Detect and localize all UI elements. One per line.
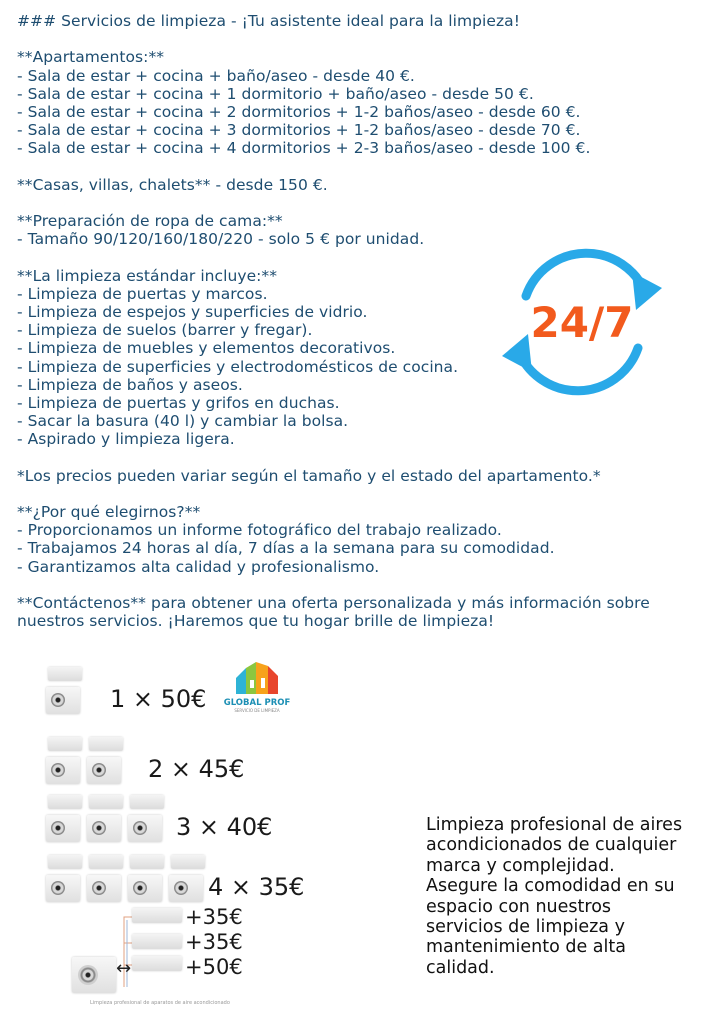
text-line: **Preparación de ropa de cama:** — [17, 212, 283, 231]
combo-diagram — [70, 905, 270, 1005]
text-line: - Sala de estar + cocina + 1 dormitorio + baño/aseo - desde 50 €. — [17, 84, 534, 103]
ac-price-1: 1 × 50€ — [110, 685, 207, 713]
text-line: **Apartamentos:** — [17, 48, 165, 67]
combo-price-1: +35€ — [185, 905, 243, 929]
outdoor-unit-icon — [128, 875, 162, 902]
logo-subtitle: SERVICIO DE LIMPIEZA — [234, 708, 280, 713]
text-line: - Aspirado y limpieza ligera. — [17, 430, 235, 449]
text-line: - Trabajamos 24 horas al día, 7 días a la semana para su comodidad. — [17, 539, 555, 558]
ac-price-3: 3 × 40€ — [176, 813, 273, 841]
badge-text: 24/7 — [530, 298, 634, 347]
indoor-unit-icon — [130, 795, 164, 809]
indoor-unit-icon — [130, 855, 164, 869]
outdoor-unit-icon — [128, 815, 162, 842]
outdoor-unit-icon — [46, 815, 80, 842]
text-line: **¿Por qué elegirnos?** — [17, 503, 201, 522]
combo-price-2: +35€ — [185, 930, 243, 954]
badge-24-7-icon — [496, 236, 668, 408]
indoor-unit-icon — [48, 855, 82, 869]
text-line: ### Servicios de limpieza - ¡Tu asistente ideal para la limpieza! — [17, 12, 520, 30]
combo-arrow-icon: ↔ — [116, 958, 132, 979]
text-line: - Limpieza de muebles y elementos decorativos. — [17, 339, 396, 358]
blank-line — [17, 576, 707, 594]
text-line: - Limpieza de superficies y electrodomésticos de cocina. — [17, 357, 459, 376]
logo-title: GLOBAL PROF — [223, 698, 291, 708]
text-line: - Limpieza de puertas y grifos en duchas. — [17, 393, 340, 412]
outdoor-unit-icon — [87, 875, 121, 902]
blank-line — [17, 485, 707, 503]
outdoor-unit-icon — [46, 687, 80, 714]
indoor-unit-icon — [171, 855, 205, 869]
text-line: *Los precios pueden variar según el tamaño y el estado del apartamento.* — [17, 466, 601, 485]
text-line: **Casas, villas, chalets** - desde 150 €. — [17, 175, 328, 194]
indoor-unit-icon — [48, 795, 82, 809]
contact-line: **Contáctenos** para obtener una oferta personalizada y más información sobre — [17, 594, 650, 612]
outdoor-unit-icon — [87, 757, 121, 784]
blank-line — [17, 194, 707, 212]
outdoor-unit-icon — [46, 757, 80, 784]
blank-line — [17, 158, 707, 176]
outdoor-unit-icon — [72, 957, 116, 993]
text-line: - Limpieza de suelos (barrer y fregar). — [17, 321, 313, 340]
indoor-unit-icon — [89, 737, 123, 751]
fine-print: Limpieza profesional de aparatos de aire acondicionado — [90, 1000, 230, 1006]
text-line: - Limpieza de baños y aseos. — [17, 375, 243, 394]
text-line: - Sala de estar + cocina + 4 dormitorios + 2-3 baños/aseo - desde 100 €. — [17, 139, 591, 158]
combo-price-3: +50€ — [185, 955, 243, 979]
text-line: - Garantizamos alta calidad y profesionalismo. — [17, 557, 380, 576]
text-line: **La limpieza estándar incluye:** — [17, 266, 278, 285]
ac-price-4: 4 × 35€ — [208, 873, 305, 901]
ac-price-2: 2 × 45€ — [148, 755, 245, 783]
outdoor-unit-icon — [87, 815, 121, 842]
text-line: - Sala de estar + cocina + 3 dormitorios + 1-2 baños/aseo - desde 70 €. — [17, 121, 581, 140]
text-line: - Proporcionamos un informe fotográfico del trabajo realizado. — [17, 521, 502, 540]
outdoor-unit-icon — [169, 875, 203, 902]
indoor-unit-icon — [89, 855, 123, 869]
text-line: - Tamaño 90/120/160/180/220 - solo 5 € por unidad. — [17, 230, 425, 249]
indoor-unit-icon — [48, 737, 82, 751]
indoor-unit-icon — [132, 956, 182, 971]
text-line: - Limpieza de puertas y marcos. — [17, 284, 268, 303]
ac-cleaning-caption: Limpieza profesional de aires acondicionados de cualquier marca y complejidad. Asegure la comodidad en su espacio con nuestros servicios de limpieza y mantenimiento de alta calidad. — [426, 815, 683, 978]
indoor-unit-icon — [132, 908, 182, 923]
indoor-unit-icon — [89, 795, 123, 809]
text-line: - Sala de estar + cocina + 2 dormitorios + 1-2 baños/aseo - desde 60 €. — [17, 102, 581, 121]
contact-line: nuestros servicios. ¡Haremos que tu hogar brille de limpieza! — [17, 612, 495, 631]
outdoor-unit-icon — [46, 875, 80, 902]
indoor-unit-icon — [48, 667, 82, 681]
text-line: - Sacar la basura (40 l) y cambiar la bolsa. — [17, 412, 349, 431]
blank-line — [17, 449, 707, 467]
indoor-unit-icon — [132, 934, 182, 949]
text-line: - Limpieza de espejos y superficies de vidrio. — [17, 303, 368, 321]
blank-line — [17, 30, 707, 48]
text-line: - Sala de estar + cocina + baño/aseo - desde 40 €. — [17, 66, 415, 85]
